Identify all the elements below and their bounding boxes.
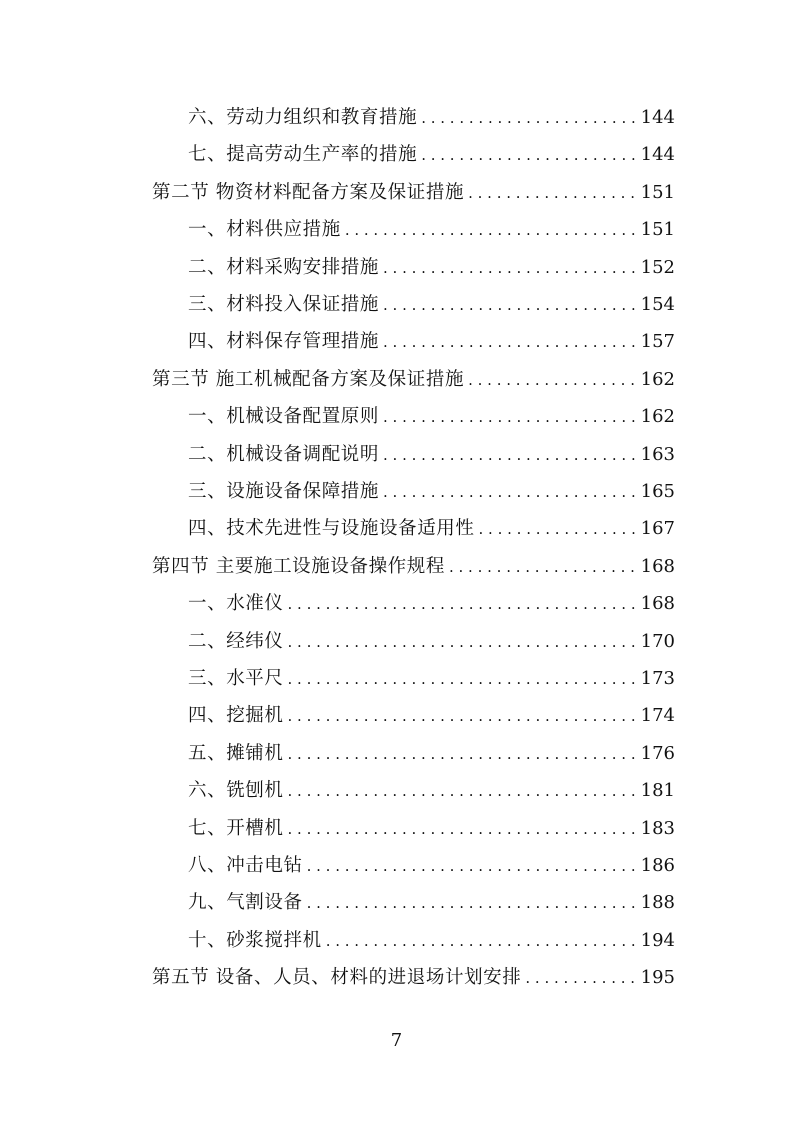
toc-entry-title: 第四节 主要施工设施设备操作规程	[152, 556, 445, 577]
toc-entry-page: 194	[640, 930, 675, 951]
toc-entry[interactable]	[188, 253, 675, 283]
toc-entry-page: 144	[640, 107, 675, 128]
toc-leader-dots	[468, 365, 635, 395]
toc-leader-dots	[307, 851, 635, 881]
toc-leader-dots	[383, 477, 635, 507]
toc-leader-dots	[383, 327, 635, 357]
toc-entry-page: 188	[640, 892, 675, 913]
toc-entry-page: 176	[640, 743, 675, 764]
toc-entry[interactable]	[188, 440, 675, 470]
toc-entry-title: 九、气割设备	[188, 892, 303, 913]
toc-leader-dots	[449, 552, 635, 582]
toc-leader-dots	[383, 290, 635, 320]
toc-leader-dots	[421, 103, 634, 133]
toc-entry-page: 163	[640, 444, 675, 465]
toc-leader-dots	[288, 664, 635, 694]
toc-entry[interactable]	[188, 589, 675, 619]
toc-entry-title: 四、材料保存管理措施	[188, 331, 380, 352]
toc-entry[interactable]	[188, 215, 675, 245]
toc-leader-dots	[383, 253, 635, 283]
toc-entry[interactable]	[188, 140, 675, 170]
toc-entry-title: 二、机械设备调配说明	[188, 444, 380, 465]
toc-leader-dots	[288, 627, 635, 657]
toc-entry-page: 168	[640, 593, 675, 614]
page-number: 7	[390, 1030, 403, 1051]
toc-entry-page: 165	[640, 481, 675, 502]
toc-entry[interactable]	[188, 851, 675, 881]
toc-entry-page: 162	[640, 406, 675, 427]
toc-entry-title: 七、提高劳动生产率的措施	[188, 144, 418, 165]
toc-entry[interactable]	[188, 739, 675, 769]
toc-entry-page: 186	[640, 855, 675, 876]
toc-entry-title: 七、开槽机	[188, 818, 284, 839]
toc-entry[interactable]	[188, 814, 675, 844]
toc-leader-dots	[288, 814, 635, 844]
toc-leader-dots	[326, 926, 635, 956]
toc-entry-title: 三、水平尺	[188, 668, 284, 689]
toc-leader-dots	[288, 776, 635, 806]
toc-entry[interactable]	[188, 776, 675, 806]
toc-entry[interactable]	[188, 477, 675, 507]
toc-leader-dots	[479, 514, 635, 544]
toc-entry[interactable]	[188, 103, 675, 133]
toc-entry-page: 181	[640, 780, 675, 801]
toc-leader-dots	[468, 178, 635, 208]
toc-entry[interactable]	[188, 701, 675, 731]
toc-entry-page: 183	[640, 818, 675, 839]
toc-entry-title: 四、挖掘机	[188, 705, 284, 726]
toc-leader-dots	[288, 589, 635, 619]
toc-entry-title: 一、机械设备配置原则	[188, 406, 380, 427]
toc-entry[interactable]	[152, 178, 675, 208]
toc-entry-title: 一、水准仪	[188, 593, 284, 614]
toc-entry-page: 144	[640, 144, 675, 165]
toc-entry-title: 二、经纬仪	[188, 631, 284, 652]
toc-entry-title: 十、砂浆搅拌机	[188, 930, 322, 951]
toc-leader-dots	[345, 215, 635, 245]
toc-entry-page: 173	[640, 668, 675, 689]
toc-entry-page: 170	[640, 631, 675, 652]
toc-entry-title: 第三节 施工机械配备方案及保证措施	[152, 369, 465, 390]
toc-entry-page: 152	[640, 257, 675, 278]
toc-entry-title: 第二节 物资材料配备方案及保证措施	[152, 182, 465, 203]
toc-entry-page: 167	[640, 518, 675, 539]
toc-entry-page: 157	[640, 331, 675, 352]
toc-entry[interactable]	[188, 327, 675, 357]
toc-leader-dots	[421, 140, 634, 170]
toc-leader-dots	[383, 402, 635, 432]
toc-leader-dots	[288, 701, 635, 731]
toc-entry-page: 168	[640, 556, 675, 577]
toc-entry-page: 162	[640, 369, 675, 390]
toc-entry-title: 三、设施设备保障措施	[188, 481, 380, 502]
toc-entry-page: 151	[640, 219, 675, 240]
toc-entry-title: 一、材料供应措施	[188, 219, 341, 240]
toc-entry-title: 四、技术先进性与设施设备适用性	[188, 518, 475, 539]
toc-entry-page: 174	[640, 705, 675, 726]
toc-entry[interactable]	[152, 552, 675, 582]
toc-entry[interactable]	[152, 365, 675, 395]
toc-entry[interactable]	[152, 963, 675, 993]
toc-entry-page: 151	[640, 182, 675, 203]
toc-entry[interactable]	[188, 402, 675, 432]
toc-leader-dots	[288, 739, 635, 769]
toc-entry[interactable]	[188, 888, 675, 918]
toc-entry[interactable]	[188, 926, 675, 956]
toc-entry[interactable]	[188, 290, 675, 320]
toc-entry-page: 195	[640, 967, 675, 988]
toc-entry-title: 二、材料采购安排措施	[188, 257, 380, 278]
toc-leader-dots	[525, 963, 634, 993]
toc-entry-title: 六、劳动力组织和教育措施	[188, 107, 418, 128]
toc-entry-page: 154	[640, 294, 675, 315]
toc-entry[interactable]	[188, 514, 675, 544]
toc-entry[interactable]	[188, 627, 675, 657]
toc-entry-title: 第五节 设备、人员、材料的进退场计划安排	[152, 967, 522, 988]
toc-entry[interactable]	[188, 664, 675, 694]
toc-entry-title: 六、铣刨机	[188, 780, 284, 801]
toc-entry-title: 八、冲击电钻	[188, 855, 303, 876]
toc-leader-dots	[383, 440, 635, 470]
toc-entry-title: 三、材料投入保证措施	[188, 294, 380, 315]
toc-entry-title: 五、摊铺机	[188, 743, 284, 764]
toc-leader-dots	[307, 888, 635, 918]
